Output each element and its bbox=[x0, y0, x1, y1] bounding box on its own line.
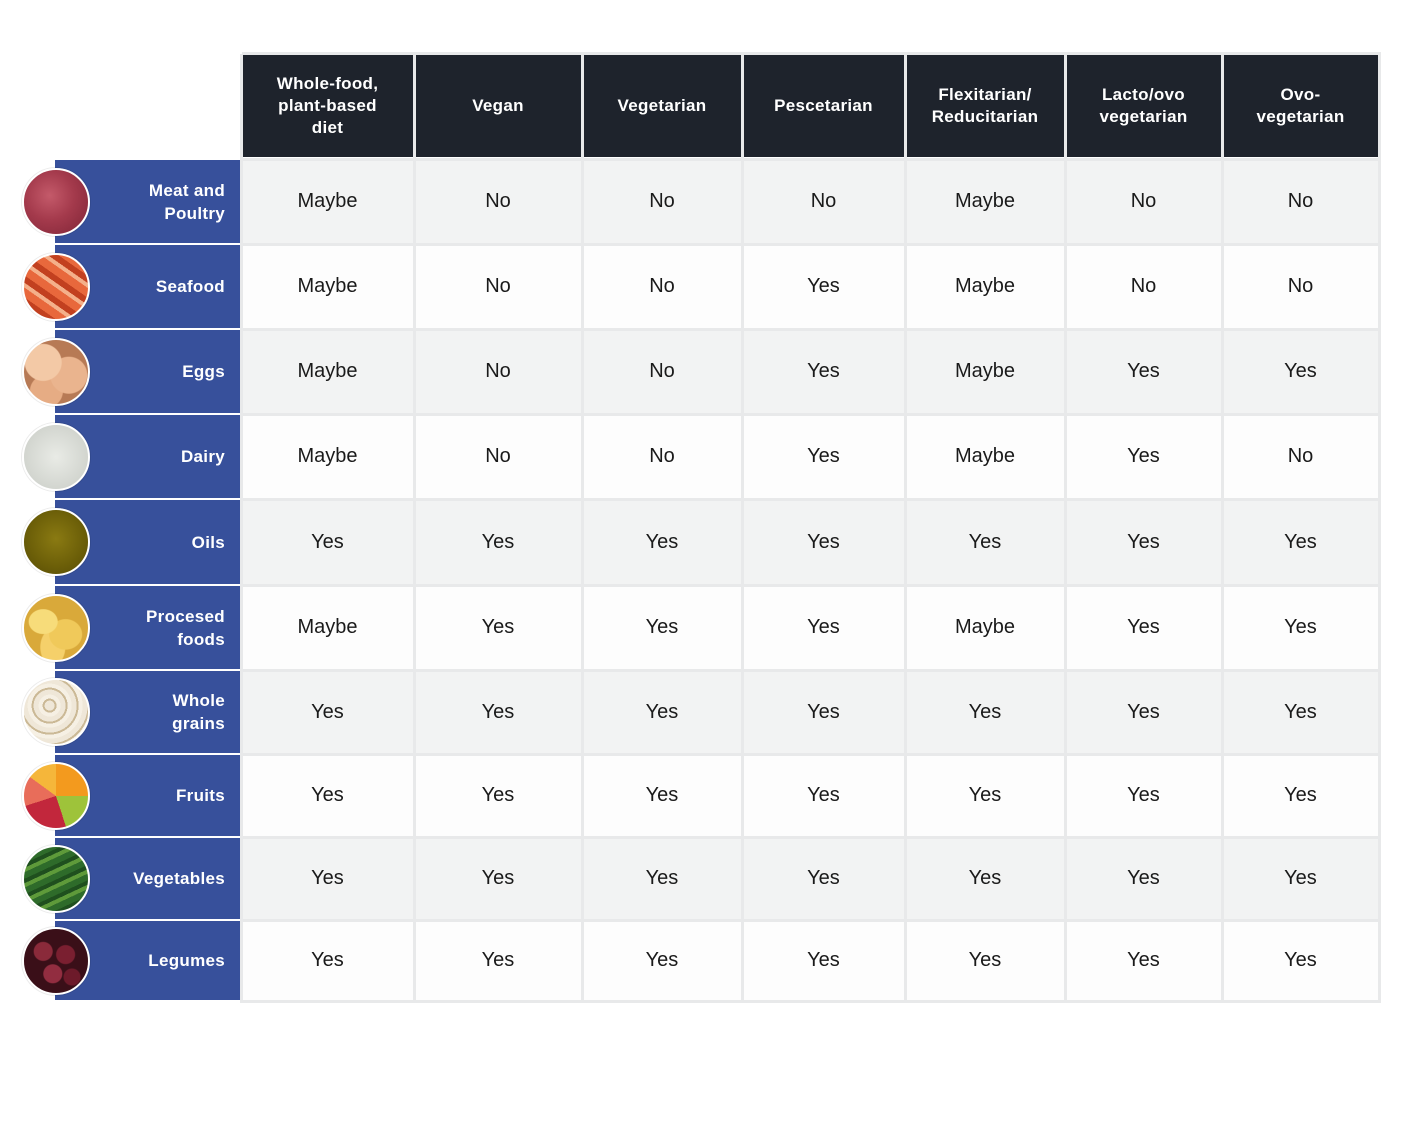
table-cell: Yes bbox=[415, 921, 581, 1000]
table-cell: No bbox=[1223, 415, 1378, 498]
table-cell: Yes bbox=[415, 671, 581, 753]
table-cell: No bbox=[583, 415, 741, 498]
table-cell: Yes bbox=[1066, 671, 1221, 753]
column-header: Whole-food, plant-based diet bbox=[242, 54, 413, 157]
fruits-photo bbox=[22, 762, 90, 830]
grid-line bbox=[242, 584, 1381, 587]
table-cell: No bbox=[1066, 245, 1221, 328]
grid-line bbox=[242, 158, 1381, 161]
table-cell: Yes bbox=[1066, 586, 1221, 669]
table-cell: Maybe bbox=[242, 415, 413, 498]
table-cell: Yes bbox=[1066, 415, 1221, 498]
table-cell: Yes bbox=[242, 755, 413, 836]
table-cell: Yes bbox=[1223, 921, 1378, 1000]
table-cell: Yes bbox=[583, 838, 741, 919]
table-cell: Yes bbox=[583, 921, 741, 1000]
table-cell: Yes bbox=[1066, 921, 1221, 1000]
table-cell: Yes bbox=[1223, 755, 1378, 836]
table-cell: Yes bbox=[906, 671, 1064, 753]
table-cell: Yes bbox=[242, 671, 413, 753]
column-header: Ovo- vegetarian bbox=[1223, 54, 1378, 157]
table-cell: Maybe bbox=[242, 586, 413, 669]
table-cell: Yes bbox=[743, 330, 904, 413]
table-cell: No bbox=[1066, 160, 1221, 243]
meat-photo bbox=[22, 168, 90, 236]
row-label: Vegetables bbox=[55, 838, 240, 919]
grid-line bbox=[1064, 54, 1067, 1003]
table-cell: Yes bbox=[415, 755, 581, 836]
row-label: Fruits bbox=[55, 755, 240, 836]
row-label: Whole grains bbox=[55, 671, 240, 753]
table-cell: No bbox=[1223, 160, 1378, 243]
table-cell: Yes bbox=[743, 755, 904, 836]
seafood-photo bbox=[22, 253, 90, 321]
table-cell: Yes bbox=[1066, 500, 1221, 584]
oils-photo bbox=[22, 508, 90, 576]
table-cell: Yes bbox=[906, 755, 1064, 836]
table-cell: Yes bbox=[743, 586, 904, 669]
row-label: Meat and Poultry bbox=[55, 160, 240, 243]
table-cell: Yes bbox=[1066, 330, 1221, 413]
table-cell: Maybe bbox=[242, 160, 413, 243]
grid-line bbox=[242, 836, 1381, 839]
table-cell: Yes bbox=[583, 671, 741, 753]
grid-line bbox=[904, 54, 907, 1003]
table-cell: No bbox=[583, 330, 741, 413]
grid-line bbox=[242, 498, 1381, 501]
row-label: Procesed foods bbox=[55, 586, 240, 669]
column-header: Pescetarian bbox=[743, 54, 904, 157]
table-cell: Yes bbox=[1223, 586, 1378, 669]
table-cell: No bbox=[583, 160, 741, 243]
table-cell: Yes bbox=[743, 838, 904, 919]
table-cell: Yes bbox=[906, 838, 1064, 919]
table-cell: Yes bbox=[583, 500, 741, 584]
column-header: Vegetarian bbox=[583, 54, 741, 157]
grid-line bbox=[242, 919, 1381, 922]
table-cell: Yes bbox=[1066, 838, 1221, 919]
table-cell: Yes bbox=[1223, 838, 1378, 919]
row-label: Dairy bbox=[55, 415, 240, 498]
processed-foods-photo bbox=[22, 594, 90, 662]
grid-line bbox=[242, 669, 1381, 672]
table-cell: Yes bbox=[743, 500, 904, 584]
table-cell: Yes bbox=[415, 586, 581, 669]
table-cell: No bbox=[743, 160, 904, 243]
grid-line bbox=[242, 328, 1381, 331]
table-cell: Yes bbox=[1223, 500, 1378, 584]
table-cell: Yes bbox=[1223, 671, 1378, 753]
column-header: Vegan bbox=[415, 54, 581, 157]
column-header: Flexitarian/ Reducitarian bbox=[906, 54, 1064, 157]
table-cell: No bbox=[415, 245, 581, 328]
table-cell: Maybe bbox=[242, 330, 413, 413]
column-header: Lacto/ovo vegetarian bbox=[1066, 54, 1221, 157]
table-cell: No bbox=[415, 415, 581, 498]
grid-line bbox=[242, 753, 1381, 756]
table-cell: Maybe bbox=[906, 160, 1064, 243]
table-cell: Maybe bbox=[242, 245, 413, 328]
grid-line bbox=[413, 54, 416, 1003]
table-cell: Yes bbox=[1066, 755, 1221, 836]
whole-grains-photo bbox=[22, 678, 90, 746]
grid-line bbox=[242, 413, 1381, 416]
row-label: Seafood bbox=[55, 245, 240, 328]
eggs-photo bbox=[22, 338, 90, 406]
grid-line bbox=[242, 52, 1381, 55]
table-cell: No bbox=[1223, 245, 1378, 328]
table-cell: Maybe bbox=[906, 586, 1064, 669]
table-cell: Maybe bbox=[906, 245, 1064, 328]
grid-line bbox=[240, 54, 243, 1003]
table-cell: Yes bbox=[583, 755, 741, 836]
legumes-photo bbox=[22, 927, 90, 995]
grid-line bbox=[1221, 54, 1224, 1003]
row-label: Oils bbox=[55, 500, 240, 584]
grid-line bbox=[741, 54, 744, 1003]
table-cell: Yes bbox=[906, 921, 1064, 1000]
table-cell: No bbox=[415, 160, 581, 243]
table-cell: Yes bbox=[743, 245, 904, 328]
table-cell: Yes bbox=[743, 671, 904, 753]
row-label: Eggs bbox=[55, 330, 240, 413]
table-cell: Yes bbox=[906, 500, 1064, 584]
table-cell: Yes bbox=[743, 921, 904, 1000]
table-cell: Maybe bbox=[906, 330, 1064, 413]
row-label: Legumes bbox=[55, 921, 240, 1000]
table-cell: No bbox=[415, 330, 581, 413]
grid-line bbox=[1378, 54, 1381, 1003]
table-cell: Yes bbox=[583, 586, 741, 669]
table-cell: Yes bbox=[415, 500, 581, 584]
grid-line bbox=[242, 243, 1381, 246]
table-cell: Yes bbox=[1223, 330, 1378, 413]
grid-line bbox=[581, 54, 584, 1003]
table-cell: Yes bbox=[242, 921, 413, 1000]
table-cell: Maybe bbox=[906, 415, 1064, 498]
table-cell: Yes bbox=[242, 500, 413, 584]
table-cell: Yes bbox=[743, 415, 904, 498]
table-cell: No bbox=[583, 245, 741, 328]
table-cell: Yes bbox=[242, 838, 413, 919]
table-cell: Yes bbox=[415, 838, 581, 919]
dairy-photo bbox=[22, 423, 90, 491]
vegetables-photo bbox=[22, 845, 90, 913]
grid-line bbox=[242, 1000, 1381, 1003]
